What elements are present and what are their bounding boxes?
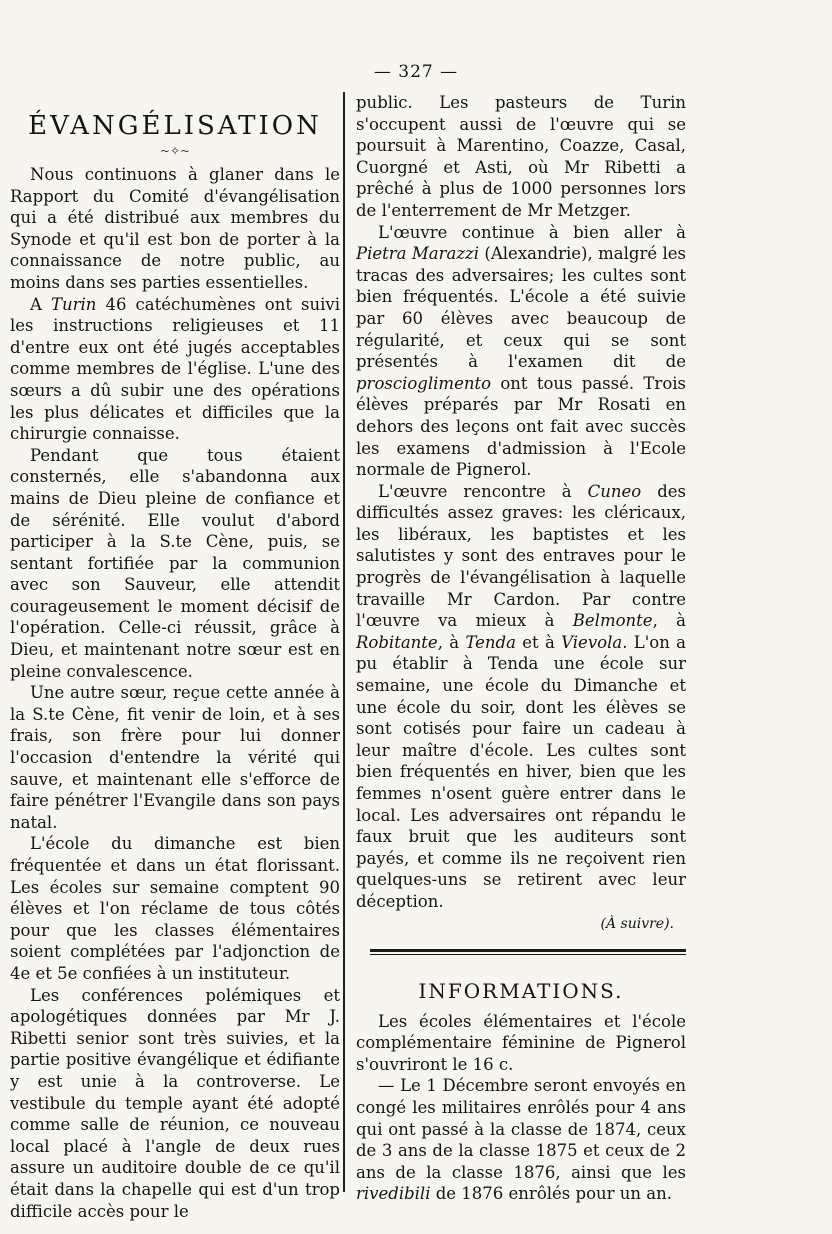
paragraph-turin-prefix: A [30, 294, 51, 314]
paragraph-turin [10, 294, 340, 445]
text-segment: L'œuvre rencontre à [378, 481, 588, 501]
paragraph-conferences: Les conférences polémiques et apologétiques données par Mr J. Ribetti senior sont très suivies, et la partie positive évangélique et édifiante y est unie à la controverse. Le vestibule du temple ayant été adopté comme salle de réunion, ce nouveau local placé à l'angle de deux rues assure un auditoire double de ce qu'il était dans la chapelle qui est d'un trop difficile accès pour le [10, 985, 340, 1221]
paragraph-second-sister: Une autre sœur, reçue cette année à la S.te Cène, fit venir de loin, et à ses frais, son frère pour lui donner l'occasion d'entendre la vérité qui sauve, et maintenant elle s'efforce de faire pénétrer l'Evangile dans son pays natal. [10, 683, 340, 832]
paragraph-intro: Nous continuons à glaner dans le Rapport du Comité d'évangélisation qui a été distribué aux membres du Synode et qu'il est bon de porter à la connaissance de notre public, au moins dans ses parties essentielles. [10, 165, 340, 292]
paragraph-military-leave [356, 1075, 686, 1205]
text-segment: , à [652, 611, 687, 631]
right-column [356, 92, 686, 1205]
place-tenda: Tenda [465, 632, 516, 652]
to-be-continued-text: (À suivre). [600, 915, 674, 932]
section-title: ÉVANGÉLISATION [28, 111, 322, 141]
place-turin: Turin [50, 294, 97, 314]
left-column [10, 92, 340, 1222]
paragraph-pietra-marazzi [356, 222, 686, 481]
paragraph-operation: Pendant que tous étaient consternés, elle s'abandonna aux mains de Dieu pleine de confiance et de sérénité. Elle voulut d'abord participer à la S.te Cène, puis, se sentant fortifiée par la communion avec son Sauveur, elle attendit courageusement le moment décisif de l'opération. Celle-ci réussit, grâce à Dieu, et maintenant notre sœur est en pleine convalescence. [10, 445, 340, 681]
page-number: — 327 — [373, 62, 459, 82]
text-segment: , à [437, 632, 466, 652]
informations-title: INFORMATIONS. [418, 978, 624, 1003]
text-segment: — Le 1 Décembre seront envoyés en congé les militaires enrôlés pour 4 ans qui ont passé à la classe de 1874, ceux de 3 ans de la classe 1875 et ceux de 2 ans de la classe 1876, ainsi que les [356, 1076, 686, 1182]
text-segment: L'œuvre continue à bien aller à [378, 222, 686, 242]
text-segment: ont tous passé. Trois élèves préparés par Mr Rosati en dehors des leçons ont fait avec succès les examens d'admission à l'Ecole normale de Pignerol. [356, 373, 686, 480]
term-rivedibili: rivedibili [356, 1184, 431, 1204]
text-segment: . L'on a pu établir à Tenda une école sur semaine, une école du Dimanche et une école du soir, dont les élèves se sont cotisés pour faire un cadeau à leur maître d'école. Les cultes sont bien fréquentés en hiver, bien que les femmes n'osent guère entrer dans le local. Les adversaires ont répandu le faux bruit que les auditeurs sont payés, et comme ils ne reçoivent rien quelques-uns se retirent avec leur déception. [356, 632, 686, 911]
place-vievola: Vievola [561, 632, 623, 652]
place-cuneo: Cuneo [587, 481, 642, 501]
section-rule-thick [370, 949, 686, 952]
place-robitante: Robitante [356, 632, 438, 652]
paragraph-public: public. Les pasteurs de Turin s'occupent aussi de l'œuvre qui se poursuit à Marentino, Coazze, Casal, Cuorgné et Asti, où Mr Ribetti a prêché à plus de 1000 personnes lors de l'enterrement de Mr Metzger. [356, 93, 686, 220]
title-ornament: ~✧~ [159, 144, 191, 158]
text-segment: de 1876 enrôlés pour un an. [430, 1184, 672, 1204]
place-pietra-marazzi: Pietra Marazzi [356, 244, 480, 264]
text-segment: (Alexandrie), malgré les tracas des adversaires; les cultes sont bien fréquentés. L'école a été suivie par 60 élèves avec beaucoup de régularité, et ceux qui se sont présentés à l'examen dit de [356, 244, 686, 372]
paragraph-schools-pignerol: Les écoles élémentaires et l'école complémentaire féminine de Pignerol s'ouvriront le 16 c. [356, 1011, 686, 1074]
paragraph-sunday-school: L'école du dimanche est bien fréquentée et dans un état florissant. Les écoles sur semaine comptent 90 élèves et l'on réclame de tous côtés pour que les classes élémentaires soient complétées par l'adjonction de 4e et 5e confiées à un instituteur. [10, 834, 340, 983]
column-divider [343, 92, 345, 1192]
paragraph-turin-rest: 46 catéchumènes ont suivi les instructions religieuses et 11 d'entre eux ont été jugés acceptables comme membres de l'église. L'une des sœurs a dû subir une des opérations les plus délicates et difficiles que la chirurgie connaisse. [10, 294, 340, 444]
to-be-continued [356, 913, 686, 935]
section-rule-thin [370, 954, 686, 955]
paragraph-cuneo [356, 481, 686, 913]
text-segment: des difficultés assez graves: les cléricaux, les libéraux, les baptistes et les salutistes y sont des entraves pour le progrès de l'évangélisation à laquelle travaille Mr Cardon. Par contre l'œuvre va mieux à [356, 481, 687, 631]
place-belmonte: Belmonte [572, 611, 653, 631]
term-proscioglimento: proscioglimento [356, 373, 492, 393]
text-segment: et à [515, 632, 562, 652]
